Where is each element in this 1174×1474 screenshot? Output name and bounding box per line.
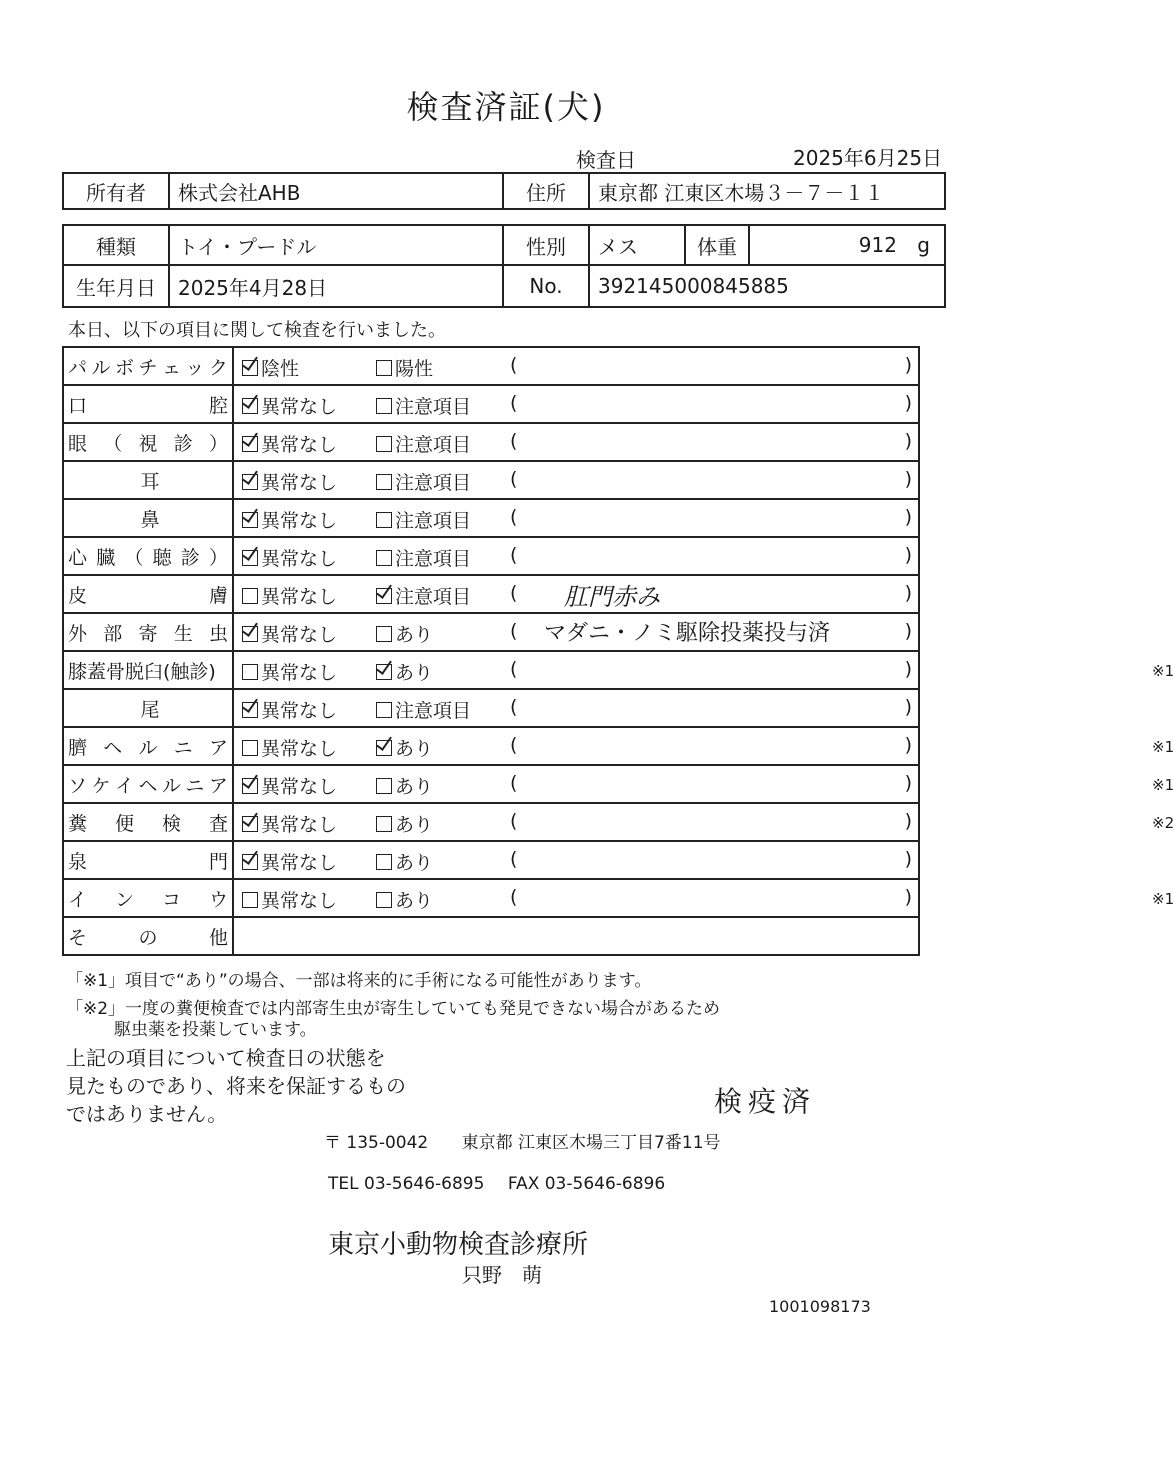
birth-label: 生年月日 [63,265,169,307]
postal-code: 〒 135-0042 [324,1133,429,1153]
breed-label: 種類 [63,225,169,265]
paren-open: ( [510,582,518,604]
paren-open: ( [510,620,518,642]
checkbox-icon[interactable] [242,664,258,680]
check-item-char: 診 [180,546,200,569]
option-label: 陰性 [261,358,300,380]
check-item-label [63,803,233,841]
check-item-char: 査 [208,812,228,835]
clinic-contact [328,1174,683,1194]
address-value: 東京都 江東区木場３－７－１１ [589,173,945,209]
clinic-address [324,1128,749,1153]
check-item-text [68,581,232,608]
option-abnormal[interactable] [376,430,471,457]
option-label: あり [395,624,434,646]
checkbox-icon[interactable] [376,436,392,452]
check-item-char: 生 [173,622,193,645]
paren-close: ) [904,468,912,490]
check-item-char: （ [124,546,144,569]
option-label: 異常なし [261,700,338,722]
owner-label: 所有者 [63,173,169,209]
option-normal[interactable] [242,620,337,647]
checked-box-icon[interactable] [242,854,258,870]
weight-label: 体重 [685,225,749,265]
paren-close: ) [904,506,912,528]
checked-box-icon[interactable] [242,398,258,414]
check-item-char: ウ [208,888,228,911]
check-item-text: 耳 [140,470,160,493]
checkbox-icon[interactable] [376,892,392,908]
option-label: 異常なし [261,396,338,418]
option-label: あり [395,890,434,912]
paren-open: ( [510,544,518,566]
option-label: 注意項目 [395,548,472,570]
check-item-char: イ [68,888,88,911]
check-item-char: ッ [185,356,205,379]
option-label: 異常なし [261,890,338,912]
paren-open: ( [510,468,518,490]
check-options [233,499,919,537]
paren-open: ( [510,848,518,870]
check-item-char: 糞 [68,812,88,835]
check-item-char: 診 [173,432,193,455]
paren-close: ) [904,544,912,566]
option-normal[interactable] [242,392,337,419]
check-options [233,879,1174,917]
check-item-char: ヘ [138,774,158,797]
check-options [233,461,919,499]
checked-box-icon[interactable] [242,816,258,832]
owner-table [62,172,946,210]
paren-close: ) [904,886,912,908]
check-item-label [63,347,233,385]
option-abnormal[interactable] [376,772,433,799]
option-normal[interactable] [242,544,337,571]
sex-value: メス [589,225,685,265]
paren-open: ( [510,696,518,718]
check-item-label [63,575,233,613]
checkbox-icon[interactable] [376,854,392,870]
checkbox-icon[interactable] [376,512,392,528]
check-item-char: 臍 [68,736,88,759]
check-item-label [63,613,233,651]
checked-box-icon[interactable] [242,550,258,566]
checkbox-icon[interactable] [376,778,392,794]
check-note: マダニ・ノミ駆除投薬投与済 [544,621,831,646]
paren-close: ) [904,582,912,604]
footnote-2b: 駆虫薬を投薬しています。 [114,1020,317,1040]
option-label: あり [395,852,434,874]
option-label: 異常なし [261,776,338,798]
disclaimer-line: 見たものであり、将来を保証するもの [66,1074,406,1098]
check-options [233,803,1174,841]
check-row [63,575,919,613]
check-row [63,879,919,917]
option-normal[interactable] [242,468,337,495]
option-abnormal[interactable] [376,544,471,571]
check-item-char: 虫 [208,622,228,645]
check-item-char: ヘ [103,736,123,759]
option-normal[interactable] [242,430,337,457]
check-options [233,727,1174,765]
option-normal[interactable] [242,354,299,381]
check-item-text: 鼻 [140,508,160,531]
check-item-char: ケ [91,774,111,797]
option-normal[interactable] [242,772,337,799]
check-item-text [68,809,232,836]
option-label: 異常なし [261,738,338,760]
option-normal[interactable] [242,810,337,837]
check-item-label [63,537,233,575]
check-item-text [68,771,232,798]
check-item-char: ェ [161,356,181,379]
option-label: 異常なし [261,472,338,494]
check-options [233,385,919,423]
check-item-char: パ [68,356,88,379]
check-item-char: （ [103,432,123,455]
checks-table [62,346,1174,956]
check-item-text [68,543,232,570]
address-text: 東京都 江東区木場三丁目7番11号 [461,1133,721,1153]
no-value: 392145000845885 [589,265,945,307]
check-item-char: 視 [138,432,158,455]
option-label: あり [395,814,434,836]
breed-value: トイ・プードル [169,225,503,265]
pet-table [62,224,946,308]
weight-value: 912 [858,233,897,257]
paren-open: ( [510,506,518,528]
option-normal[interactable] [242,582,337,609]
paren-close: ) [904,392,912,414]
check-item-char: 検 [161,812,181,835]
check-item-char: ニ [173,736,193,759]
check-note: 肛門赤み [564,583,660,611]
checked-box-icon[interactable] [242,436,258,452]
option-normal[interactable] [242,886,337,913]
check-item-char: ソ [68,774,88,797]
paren-open: ( [510,658,518,680]
check-options [233,423,919,461]
disclaimer-line: ではありません。 [66,1102,228,1126]
footnote-flag: ※1 [1152,776,1174,794]
owner-value: 株式会社AHB [169,173,503,209]
checkbox-icon[interactable] [376,702,392,718]
check-item-char: 膚 [208,584,228,607]
paren-close: ) [904,734,912,756]
check-item-text [68,391,232,418]
paren-close: ) [904,810,912,832]
check-item-char: ル [138,736,158,759]
check-item-char: ク [208,356,228,379]
check-item-char: イ [114,774,134,797]
check-options [233,765,1174,803]
check-item-char: ニ [185,774,205,797]
option-abnormal[interactable] [376,848,433,875]
option-abnormal[interactable] [376,582,471,609]
option-label: 異常なし [261,510,338,532]
tel-number: TEL 03-5646-6895 [328,1174,485,1194]
check-item-label [63,765,233,803]
option-label: 注意項目 [395,586,472,608]
clinic-name: 東京小動物検査診療所 [328,1230,589,1260]
option-abnormal[interactable] [376,734,433,761]
check-item-char: 泉 [68,850,88,873]
intro-text: 本日、以下の項目に関して検査を行いました。 [68,320,446,341]
option-abnormal[interactable] [376,620,433,647]
paren-open: ( [510,354,518,376]
checked-box-icon[interactable] [242,512,258,528]
option-normal[interactable] [242,506,337,533]
checkbox-icon[interactable] [376,398,392,414]
paren-close: ) [904,354,912,376]
check-row [63,613,919,651]
option-label: あり [395,738,434,760]
check-item-char: 皮 [68,584,88,607]
check-item-char: 寄 [138,622,158,645]
check-item-char: ル [161,774,181,797]
check-row [63,765,919,803]
sex-label: 性別 [503,225,589,265]
paren-open: ( [510,772,518,794]
option-normal[interactable] [242,734,337,761]
check-item-char: ア [208,774,228,797]
checked-box-icon[interactable] [376,588,392,604]
serial-number: 1001098173 [769,1297,871,1316]
disclaimer [66,1044,406,1128]
paren-close: ) [904,620,912,642]
check-item-char: 心 [68,546,88,569]
option-label: 注意項目 [395,434,472,456]
check-item-text: 尾 [140,698,160,721]
option-abnormal[interactable] [376,886,433,913]
checked-box-icon[interactable] [242,702,258,718]
check-options [233,537,919,575]
paren-close: ) [904,772,912,794]
checked-box-icon[interactable] [242,360,258,376]
disclaimer-line: 上記の項目について検査日の状態を [66,1046,386,1070]
paren-open: ( [510,886,518,908]
checkbox-icon[interactable] [376,360,392,376]
option-label: 注意項目 [395,396,472,418]
vet-name: 只野 萌 [462,1263,542,1287]
paren-close: ) [904,430,912,452]
footnote-flag: ※1 [1152,738,1174,756]
checkbox-icon[interactable] [376,474,392,490]
check-item-label [63,841,233,879]
other-value [233,917,919,955]
check-options [233,689,919,727]
check-item-text [68,847,232,874]
checked-box-icon[interactable] [242,778,258,794]
check-row [63,841,919,879]
check-item-char: ボ [114,356,134,379]
check-row [63,689,919,727]
option-label: 異常なし [261,586,338,608]
paren-open: ( [510,392,518,414]
paren-close: ) [904,658,912,680]
option-abnormal[interactable] [376,658,433,685]
checkbox-icon[interactable] [376,550,392,566]
check-item-label [63,461,233,499]
check-row [63,461,919,499]
address-label: 住所 [503,173,589,209]
check-item-char: 外 [68,622,88,645]
check-item-char: ） [208,432,228,455]
page-title: 検査済証(犬) [406,88,606,126]
check-options [233,613,919,651]
check-item-char: ン [114,888,134,911]
option-label: 異常なし [261,434,338,456]
option-abnormal[interactable] [376,696,471,723]
check-item-char: 便 [114,812,134,835]
check-item-label [63,651,233,689]
check-item-char: ア [208,736,228,759]
option-label: あり [395,662,434,684]
check-item-char: 聴 [152,546,172,569]
option-abnormal[interactable] [376,354,433,381]
check-item-text [68,619,232,646]
other-label-char: 他 [208,926,228,949]
check-item-char: ル [91,356,111,379]
check-row [63,347,919,385]
check-item-label [63,879,233,917]
check-row [63,423,919,461]
paren-open: ( [510,810,518,832]
other-label-char: そ [68,926,88,949]
check-options [233,575,919,613]
check-options [233,651,1174,689]
check-options [233,841,919,879]
option-abnormal[interactable] [376,810,433,837]
option-label: 陽性 [395,358,434,380]
paren-close: ) [904,696,912,718]
check-item-char: 腔 [208,394,228,417]
option-abnormal[interactable] [376,506,471,533]
check-item-char: 門 [208,850,228,873]
check-row [63,385,919,423]
option-label: 異常なし [261,662,338,684]
check-item-text [68,733,232,760]
check-item-char: コ [161,888,181,911]
checkbox-icon[interactable] [242,740,258,756]
other-label [63,917,233,955]
exam-date: 2025年6月25日 [793,146,943,170]
checked-box-icon[interactable] [242,474,258,490]
footnote-2: 「※2」一度の糞便検査では内部寄生虫が寄生していても発見できない場合があるため [66,999,721,1019]
quarantine-stamp: 検疫済 [714,1085,817,1118]
check-item-label [63,385,233,423]
check-item-char: 部 [103,622,123,645]
check-item-char: 口 [68,394,88,417]
option-label: 注意項目 [395,700,472,722]
option-label: 注意項目 [395,472,472,494]
check-row [63,651,919,689]
option-label: 異常なし [261,624,338,646]
checkbox-icon[interactable] [376,816,392,832]
checked-box-icon[interactable] [376,740,392,756]
check-item-label [63,727,233,765]
weight-cell [749,225,945,265]
check-item-char: 眼 [68,432,88,455]
option-normal[interactable] [242,696,337,723]
weight-unit: g [917,233,930,257]
paren-open: ( [510,430,518,452]
check-options [233,347,919,385]
check-item-label [63,499,233,537]
check-item-char: 臓 [96,546,116,569]
checkbox-icon[interactable] [242,892,258,908]
option-normal[interactable] [242,848,337,875]
checkbox-icon[interactable] [242,588,258,604]
check-item-text: 膝蓋骨脱臼(触診) [68,660,216,683]
exam-date-label: 検査日 [576,148,636,172]
check-row [63,727,919,765]
check-item-char: ） [208,546,228,569]
option-label: あり [395,776,434,798]
birth-value: 2025年4月28日 [169,265,503,307]
paren-open: ( [510,734,518,756]
checked-box-icon[interactable] [242,626,258,642]
option-label: 異常なし [261,814,338,836]
checked-box-icon[interactable] [376,664,392,680]
check-row [63,537,919,575]
option-label: 異常なし [261,852,338,874]
option-normal[interactable] [242,658,337,685]
check-row [63,803,919,841]
option-abnormal[interactable] [376,392,471,419]
footnote-1: 「※1」項目で“あり”の場合、一部は将来的に手術になる可能性があります。 [66,971,652,991]
check-item-label [63,689,233,727]
check-item-char: チ [138,356,158,379]
check-item-text [68,885,232,912]
option-label: 異常なし [261,548,338,570]
footnote-flag: ※2 [1152,814,1174,832]
checkbox-icon[interactable] [376,626,392,642]
footnote-flag: ※1 [1152,890,1174,908]
footnote-flag: ※1 [1152,662,1174,680]
other-label-char: の [138,926,158,949]
option-label: 注意項目 [395,510,472,532]
no-label: No. [503,265,589,307]
check-item-label [63,423,233,461]
option-abnormal[interactable] [376,468,471,495]
paren-close: ) [904,848,912,870]
fax-number: FAX 03-5646-6896 [507,1174,666,1194]
check-row [63,499,919,537]
check-item-text [68,429,232,456]
check-item-text [68,353,232,380]
